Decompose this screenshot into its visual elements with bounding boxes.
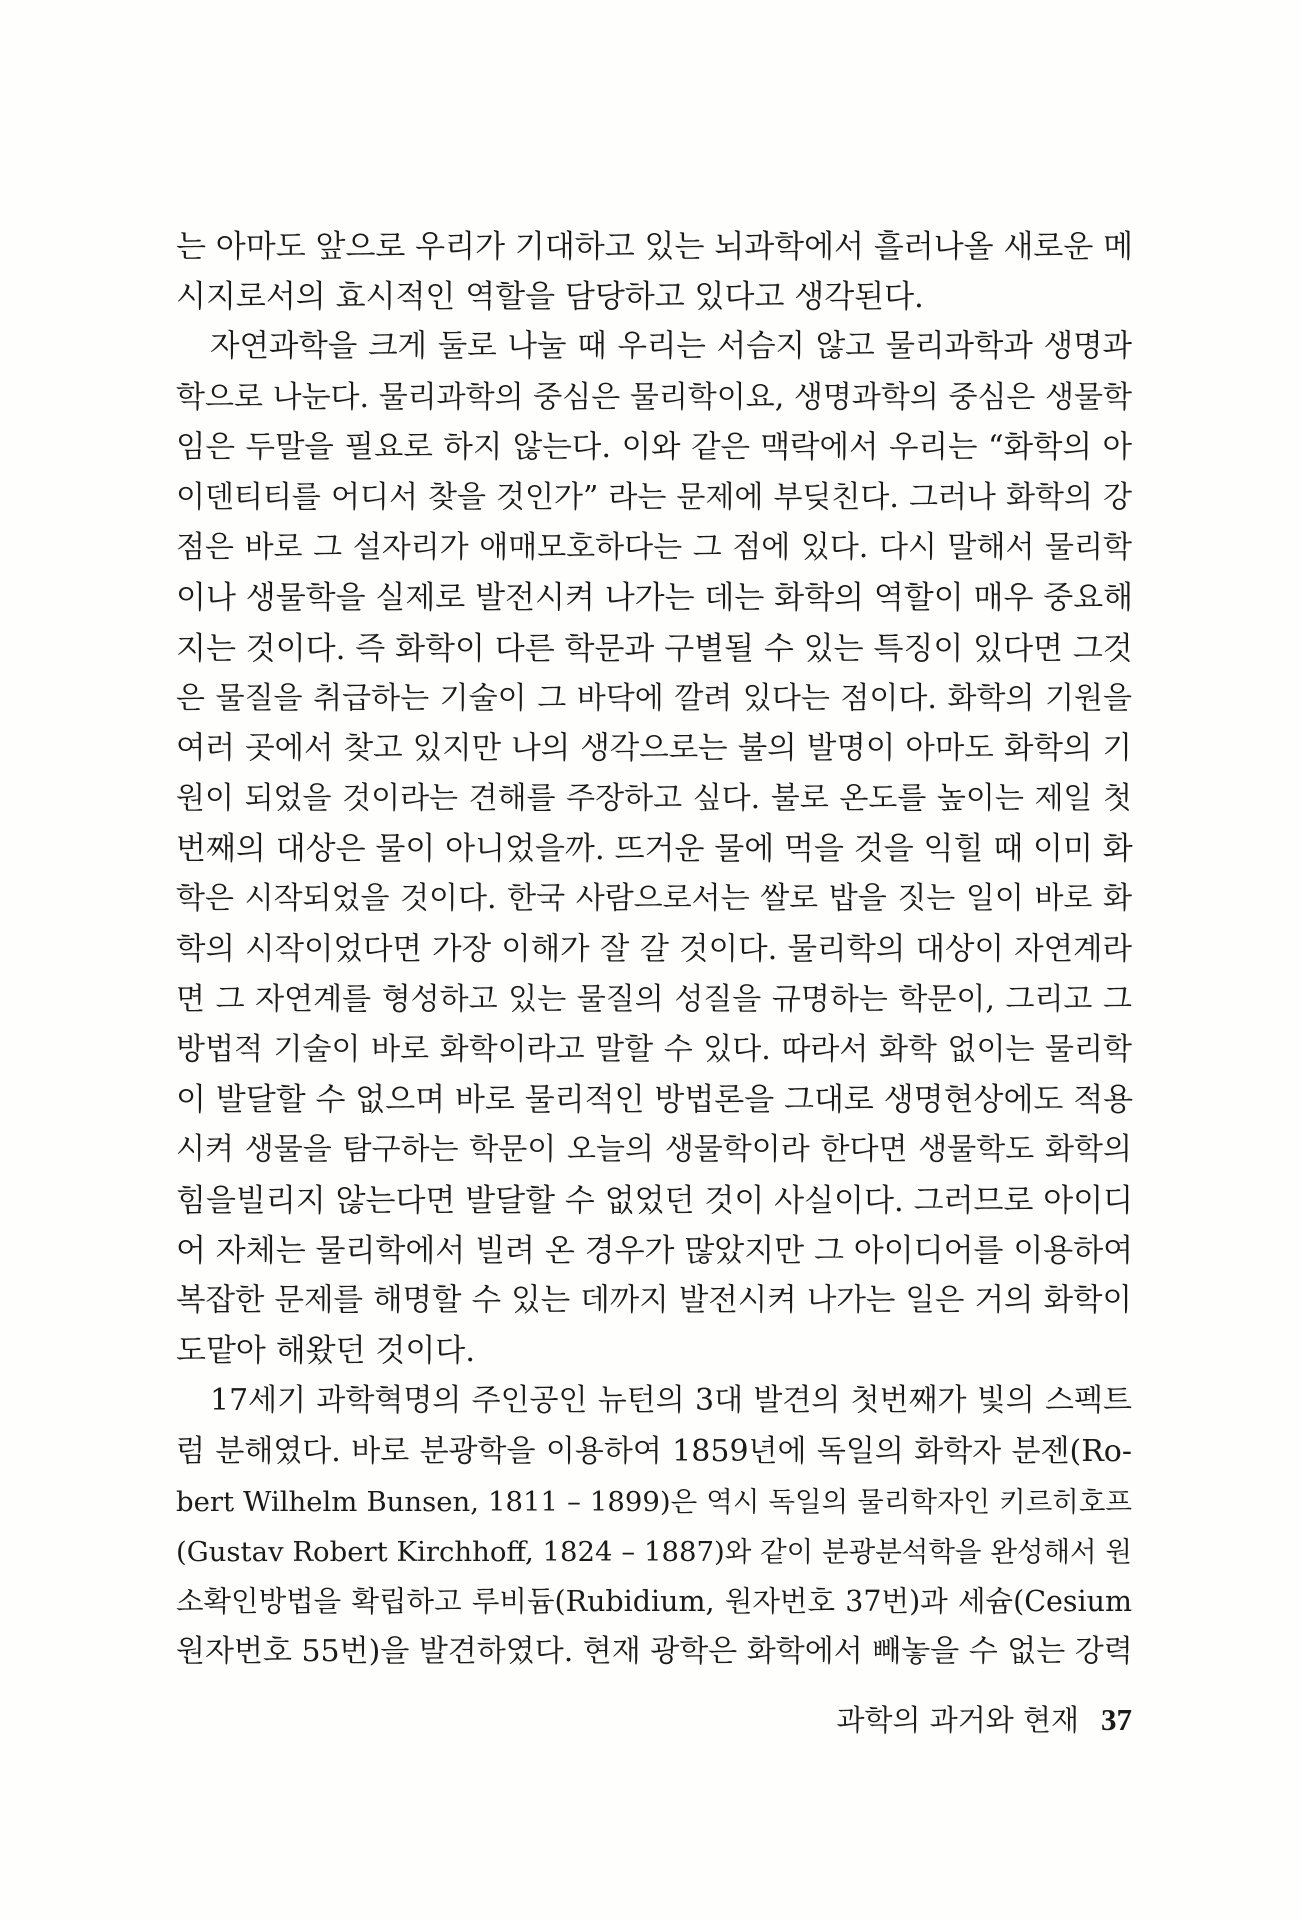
text-line: 소확인방법을 확립하고 루비듐(Rubidium, 원자번호 37번)과 세슘(Cesium bbox=[176, 1585, 1132, 1619]
text-line: 시켜 생물을 탐구하는 학문이 오늘의 생물학이라 한다면 생물학도 화학의 bbox=[176, 1132, 1132, 1168]
text-line: 학은 시작되었을 것이다. 한국 사람으로서는 쌀로 밥을 짓는 일이 바로 화 bbox=[176, 881, 1132, 917]
text-line: 방법적 기술이 바로 화학이라고 말할 수 있다. 따라서 화학 없이는 물리학 bbox=[176, 1032, 1132, 1067]
running-title: 과학의 과거와 현재 bbox=[836, 1703, 1079, 1737]
text-line: 복잡한 문제를 해명할 수 있는 데까지 발전시켜 나가는 일은 거의 화학이 bbox=[176, 1282, 1132, 1318]
text-line: 학으로 나눈다. 물리과학의 중심은 물리학이요, 생명과학의 중심은 생물학 bbox=[176, 379, 1132, 415]
text-line: 번째의 대상은 물이 아니었을까. 뜨거운 물에 먹을 것을 익힐 때 이미 화 bbox=[176, 831, 1133, 868]
text-line: bert Wilhelm Bunsen, 1811 – 1899)은 역시 독일의 물리학자인 키르히호프 bbox=[176, 1485, 1132, 1518]
text-line: 임은 두말을 필요로 하지 않는다. 이와 같은 맥락에서 우리는 “화학의 아 bbox=[176, 429, 1132, 465]
paragraph-first-line: 17세기 과학혁명의 주인공인 뉴턴의 3대 발견의 첫번째가 빛의 스펙트 bbox=[210, 1383, 1132, 1419]
text-line: 학의 시작이었다면 가장 이해가 잘 갈 것이다. 물리학의 대상이 자연계라 bbox=[176, 931, 1132, 967]
body-text bbox=[176, 222, 1132, 1677]
text-line: 시지로서의 효시적인 역할을 담당하고 있다고 생각된다. bbox=[176, 279, 924, 316]
text-line: 지는 것이다. 즉 화학이 다른 학문과 구별될 수 있는 특징이 있다면 그것 bbox=[176, 630, 1133, 667]
text-line: 원이 되었을 것이라는 견해를 주장하고 싶다. 불로 온도를 높이는 제일 첫 bbox=[176, 781, 1132, 817]
paragraph-first-line: 자연과학을 크게 둘로 나눌 때 우리는 서슴지 않고 물리과학과 생명과 bbox=[210, 329, 1132, 365]
text-line: 이덴티티를 어디서 찾을 것인가” 라는 문제에 부딪친다. 그러나 화학의 강 bbox=[176, 479, 1132, 515]
text-line: 힘을빌리지 않는다면 발달할 수 없었던 것이 사실이다. 그러므로 아이디 bbox=[176, 1182, 1134, 1219]
text-line: 은 물질을 취급하는 기술이 그 바닥에 깔려 있다는 점이다. 화학의 기원을 bbox=[176, 680, 1132, 716]
text-line: (Gustav Robert Kirchhoff, 1824 – 1887)와 같이 분광분석학을 완성해서 원 bbox=[176, 1535, 1132, 1568]
page-footer bbox=[780, 1698, 1132, 1742]
text-line: 이 발달할 수 없으며 바로 물리적인 방법론을 그대로 생명현상에도 적용 bbox=[176, 1082, 1134, 1119]
text-line: 도맡아 해왔던 것이다. bbox=[176, 1333, 476, 1370]
text-line: 는 아마도 앞으로 우리가 기대하고 있는 뇌과학에서 흘러나올 새로운 메 bbox=[176, 229, 1134, 265]
text-line: 어 자체는 물리학에서 빌려 온 경우가 많았지만 그 아이디어를 이용하여 bbox=[176, 1232, 1134, 1269]
text-line: 점은 바로 그 설자리가 애매모호하다는 그 점에 있다. 다시 말해서 물리학 bbox=[176, 530, 1132, 566]
text-line: 럼 분해였다. 바로 분광학을 이용하여 1859년에 독일의 화학자 분젠(Ro- bbox=[176, 1433, 1132, 1469]
text-line: 원자번호 55번)을 발견하였다. 현재 광학은 화학에서 빼놓을 수 없는 강력 bbox=[176, 1634, 1133, 1670]
text-line: 여러 곳에서 찾고 있지만 나의 생각으로는 불의 발명이 아마도 화학의 기 bbox=[176, 730, 1132, 766]
page-number: 37 bbox=[1101, 1702, 1132, 1737]
text-line: 이나 생물학을 실제로 발전시켜 나가는 데는 화학의 역할이 매우 중요해 bbox=[176, 580, 1134, 617]
text-line: 면 그 자연계를 형성하고 있는 물질의 성질을 규명하는 학문이, 그리고 그 bbox=[176, 981, 1132, 1017]
